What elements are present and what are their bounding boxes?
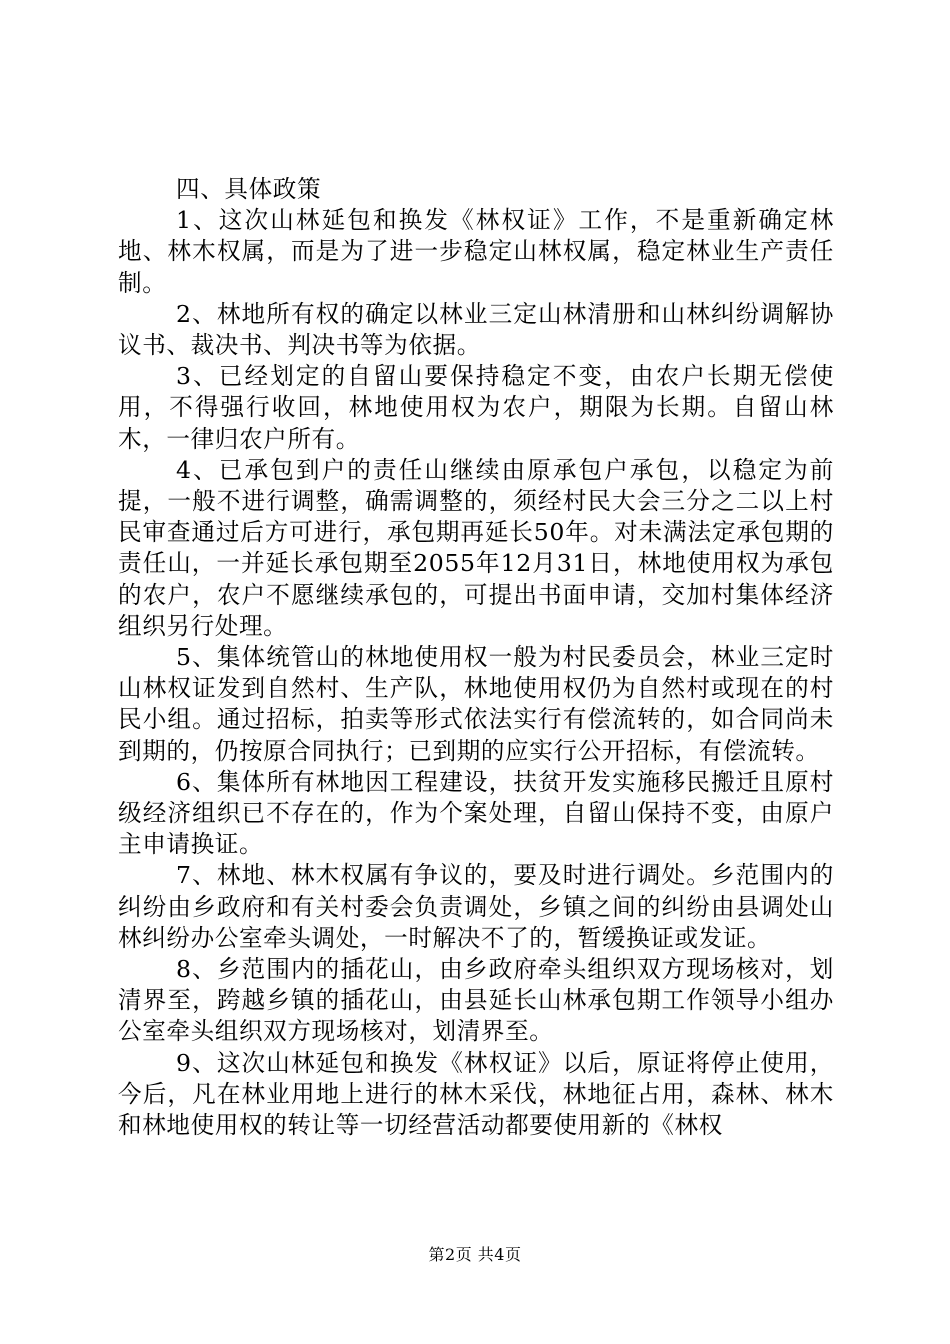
paragraph-2: 2、林地所有权的确定以林业三定山林清册和山林纠纷调解协议书、裁决书、判决书等为依据。 — [118, 299, 834, 360]
paragraph-7: 7、林地、林木权属有争议的，要及时进行调处。乡范围内的纠纷由乡政府和有关村委会负责调处，乡镇之间的纠纷由县调处山林纠纷办公室牵头调处，一时解决不了的，暂缓换证或发证。 — [118, 861, 834, 952]
paragraph-4: 4、已承包到户的责任山继续由原承包户承包，以稳定为前提，一般不进行调整，确需调整的，须经村民大会三分之二以上村民审查通过后方可进行，承包期再延长50年。对未满法定承包期的责任山，一并延长承包期至2055年12月31日，林地使用权为承包的农户，农户不愿继续承包的，可提出书面申请，交加村集体经济组织另行处理。 — [118, 455, 834, 640]
document-body — [118, 174, 834, 1141]
paragraph-6: 6、集体所有林地因工程建设，扶贫开发实施移民搬迁且原村级经济组织已不存在的，作为个案处理，自留山保持不变，由原户主申请换证。 — [118, 767, 834, 859]
section-heading: 四、具体政策 — [176, 175, 322, 203]
page-footer: 第2页 共4页 — [428, 1245, 522, 1264]
paragraph-5: 5、集体统管山的林地使用权一般为村民委员会，林业三定时山林权证发到自然村、生产队，林地使用权仍为自然村或现在的村民小组。通过招标，拍卖等形式依法实行有偿流转的，如合同尚未到期的，仍按原合同执行；已到期的应实行公开招标，有偿流转。 — [118, 643, 834, 765]
paragraph-3: 3、已经划定的自留山要保持稳定不变，由农户长期无偿使用，不得强行收回，林地使用权为农户，期限为长期。自留山林木，一律归农户所有。 — [118, 362, 834, 453]
paragraph-1: 1、这次山林延包和换发《林权证》工作，不是重新确定林地、林木权属，而是为了进一步稳定山林权属，稳定林业生产责任制。 — [118, 206, 834, 297]
paragraph-9: 9、这次山林延包和换发《林权证》以后，原证将停止使用，今后，凡在林业用地上进行的林木采伐，林地征占用，森林、林木和林地使用权的转让等一切经营活动都要使用新的《林权 — [118, 1048, 834, 1140]
paragraph-8: 8、乡范围内的插花山，由乡政府牵头组织双方现场核对，划清界至，跨越乡镇的插花山，由县延长山林承包期工作领导小组办公室牵头组织双方现场核对，划清界至。 — [118, 955, 834, 1046]
